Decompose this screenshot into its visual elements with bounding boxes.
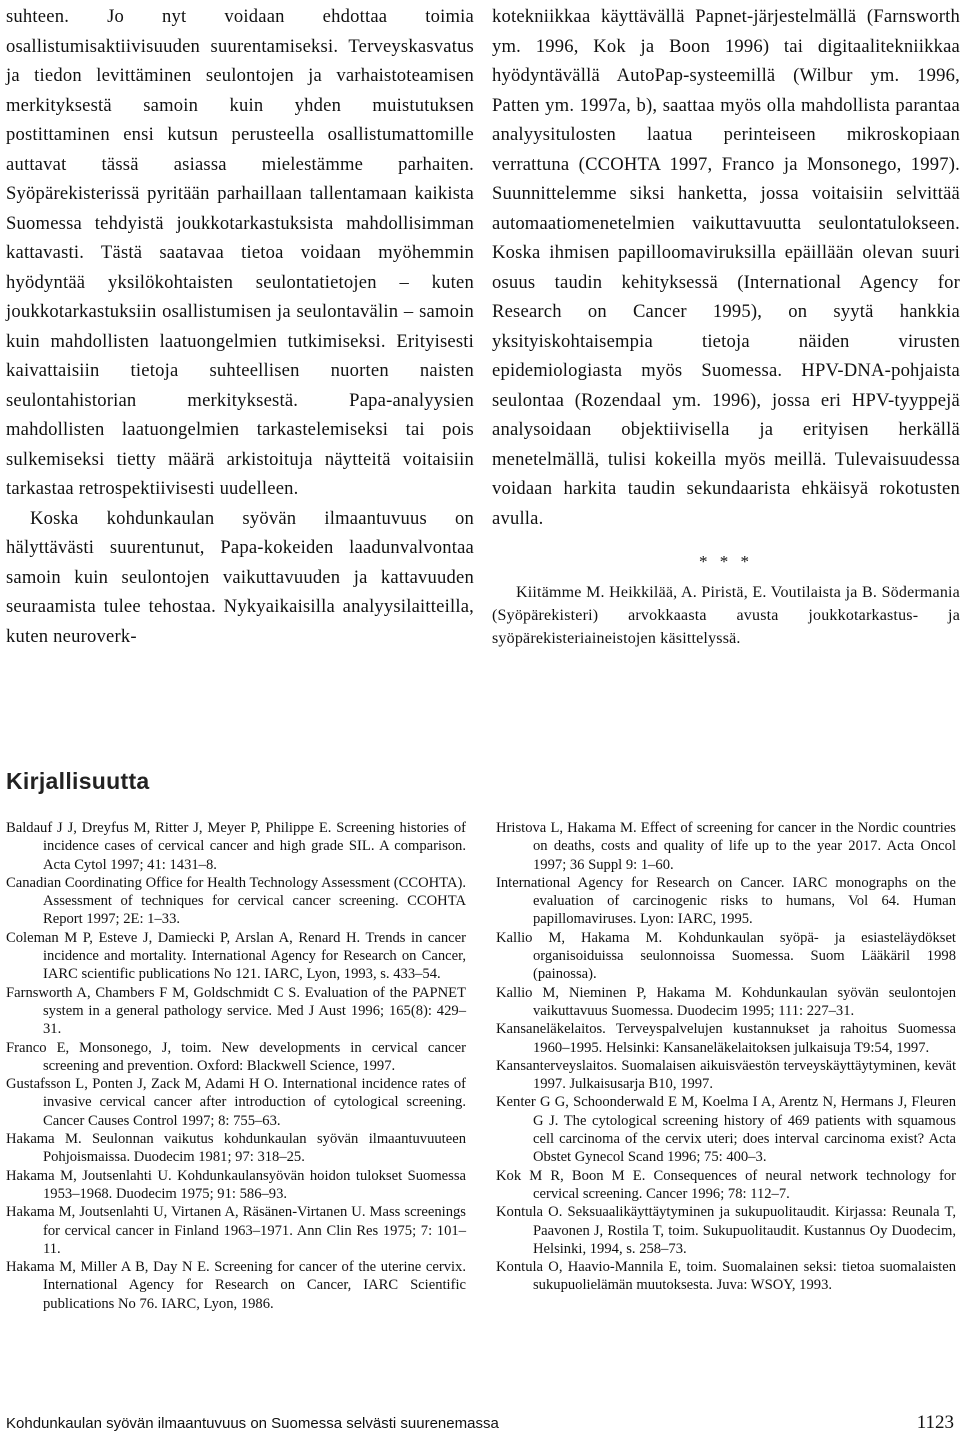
reference-item: International Agency for Research on Cancer. IARC monographs on the evaluation of carcinogenic risks to humans, Vol 64. Human papillomaviruses. Lyon: IARC, 1995. [496,874,956,928]
running-title: Kohdunkaulan syövän ilmaantuvuus on Suomessa selvästi suurenemassa [6,1415,499,1432]
article-left-column [6,2,474,651]
reference-item: Baldauf J J, Dreyfus M, Ritter J, Meyer P, Philippe E. Screening histories of incidence cases of cervical cancer and high grade SIL. A comparison. Acta Cytol 1997; 41: 1431–8. [6,820,466,873]
body-paragraph: Koska kohdunkaulan syövän ilmaantuvuus on hälyttävästi suurentunut, Papa-kokeiden laadunvalvontaa samoin kuin seulontojen vaikuttavuuden ja kattavuuden seuraamista tulee tehostaa. Nykyaikaisilla analyysilaitteilla, kuten neuroverk- [6,507,474,647]
reference-item: Farnsworth A, Chambers F M, Goldschmidt C S. Evaluation of the PAPNET system in a general pathology service. Med J Aust 1996; 165(8): 429–31. [6,984,466,1038]
reference-item: Kansanterveyslaitos. Suomalaisen aikuisväestön terveyskäyttäytyminen, kevät 1997. Julkaisusarja B10, 1997. [496,1057,956,1093]
reference-item: Kok M R, Boon M E. Consequences of neural network technology for cervical screening. Cancer 1996; 78: 112–7. [496,1167,956,1202]
acknowledgement: Kiitämme M. Heikkilää, A. Piristä, E. Voutilaista ja B. Södermania (Syöpärekisteri) arvokkaasta avusta joukkotarkastus- ja syöpärekisteriaineistojen käsittelyssä. [492,583,960,647]
reference-item: Hristova L, Hakama M. Effect of screening for cancer in the Nordic countries on deaths, costs and quality of life up to the year 2017. Acta Oncol 1997; 36 Suppl 9: 1–60. [496,820,956,873]
reference-item: Kallio M, Nieminen P, Hakama M. Kohdunkaulan syövän seulontojen vaikuttavuus Suomessa. Duodecim 1995; 111: 227–31. [496,984,956,1019]
page-footer [6,1412,954,1432]
body-paragraph: suhteen. Jo nyt voidaan ehdottaa toimia osallistumisaktiivisuuden suurentamiseksi. Terveyskasvatus ja tiedon levittäminen seulontojen ja varhaistoteamisen merkityksestä samoin kuin yhden muistutuksen postittaminen ensi kutsun perusteella osallistumattomille auttavat tässä asiassa mielestämme parhaiten. Syöpärekisterissä pyritään parhaillaan tallentamaan kaikista Suomessa tehdyistä joukkotarkastuksista mahdollisimman kattavasti. Tästä saatavaa tietoa voidaan myöhemmin hyödyntää yksilökohtaisten seulontatietojen – kuten joukkotarkastuksiin osallistumisen ja seulontavälin – samoin kuin mahdollisten laatuongelmien tutkimiseksi. Erityisesti kaivattaisiin tietoja suhteellisen nuorten naisten seulontahistorian merkityksestä. Papa-analyysien mahdollisten laatuongelmien tarkastelemiseksi tai pois sulkemiseksi tietty määrä arkistoituja näytteitä voitaisiin tarkastaa retrospektiivisesti uudelleen. [6,6,474,499]
references-heading: Kirjallisuutta [6,768,150,794]
reference-item: Kansaneläkelaitos. Terveyspalvelujen kustannukset ja rahoitus Suomessa 1960–1995. Helsinki: Kansaneläkelaitoksen julkaisuja T9:54, 1997. [496,1021,956,1056]
reference-item: Kenter G G, Schoonderwald E M, Koelma I A, Arentz N, Hermans J, Fleuren G J. The cytological screening history of 469 patients with squamous cell carcinoma of the cervix uteri; does interval carcinoma exist? Acta Obstet Gynecol Scand 1996; 75: 400–3. [496,1094,956,1166]
reference-item: Canadian Coordinating Office for Health Technology Assessment (CCOHTA). Assessment of techniques for cervical cancer screening. CCOHTA Report 1997; 2E: 1–33. [6,874,466,928]
reference-item: Hakama M. Seulonnan vaikutus kohdunkaulan syövän ilmaantuvuuteen Pohjoismaissa. Duodecim 1981; 97: 318–25. [6,1131,466,1166]
reference-item: Franco E, Monsonego, J, toim. New developments in cervical cancer screening and prevention. Oxford: Blackwell Science, 1997. [6,1039,466,1074]
reference-item: Kallio M, Hakama M. Kohdunkaulan syöpä- ja esiasteläydökset organisoiduissa seulonnoissa Suomessa. Suom Lääkäril 1998 (painossa). [496,929,956,983]
section-separator: * * * [699,552,753,571]
reference-item: Gustafsson L, Ponten J, Zack M, Adami H O. International incidence rates of invasive cervical cancer after introduction of cytological screening. Cancer Causes Control 1997; 8: 755–63. [6,1076,466,1129]
article-right-column [492,2,960,650]
references-left-list [6,819,466,1313]
reference-item: Kontula O. Seksuaalikäyttäytyminen ja sukupuolitaudit. Kirjassa: Reunala T, Paavonen J, Rostila T, toim. Sukupuolitaudit. Kustannus Oy Duodecim, Helsinki, 1994, s. 258–73. [496,1204,956,1257]
reference-item: Hakama M, Joutsenlahti U. Kohdunkaulansyövän hoidon tulokset Suomessa 1953–1968. Duodecim 1975; 91: 586–93. [6,1167,466,1202]
page-number: 1123 [916,1412,954,1433]
reference-item: Kontula O, Haavio-Mannila E, toim. Suomalainen seksi: tietoa suomalaisten sukupuolielämän muutoksesta. Juva: WSOY, 1993. [496,1259,956,1294]
references-right-list [496,819,956,1295]
reference-item: Hakama M, Miller A B, Day N E. Screening for cancer of the uterine cervix. International Agency for Research on Cancer, IARC Scientific publications No 76. IARC, Lyon, 1986. [6,1259,466,1312]
body-paragraph: kotekniikkaa käyttävällä Papnet-järjestelmällä (Farnsworth ym. 1996, Kok ja Boon 1996) tai digitaalitekniikkaa hyödyntävällä AutoPap-systeemillä (Wilbur ym. 1996, Patten ym. 1997a, b), saattaa myös olla mahdollista parantaa analyysitulosten laatua perinteiseen mikroskopiaan verrattuna (CCOHTA 1997, Franco ja Monsonego, 1997). Suunnittelemme siksi hanketta, jossa voitaisiin selvittää automaatiomenetelmien vaikuttavuutta seulontatulokseen. Koska ihmisen papilloomaviruksilla epäillään olevan suuri osuus taudin kehityksessä (International Agency for Research on Cancer 1995), on syytä hankkia yksityiskohtaisempia tietoja näiden virusten epidemiologiasta myös Suomessa. HPV-DNA-pohjaista seulontaa (Rozendaal ym. 1996), jossa eri HPV-tyyppejä analysoidaan objektiivisella ja erityisen herkällä menetelmällä, tulisi kokeilla myös meillä. Tulevaisuudessa voidaan harkita taudin sekundaarista ehkäisyä rokotusten avulla. [492,6,960,529]
reference-item: Hakama M, Joutsenlahti U, Virtanen A, Räsänen-Virtanen U. Mass screenings for cervical cancer in Finland 1963–1971. Ann Clin Res 1975; 7: 101–11. [6,1204,466,1257]
reference-item: Coleman M P, Esteve J, Damiecki P, Arslan A, Renard H. Trends in cancer incidence and mortality. International Agency for Research on Cancer, IARC scientific publications No 121. IARC, Lyon, 1993, s. 433–54. [6,929,466,983]
